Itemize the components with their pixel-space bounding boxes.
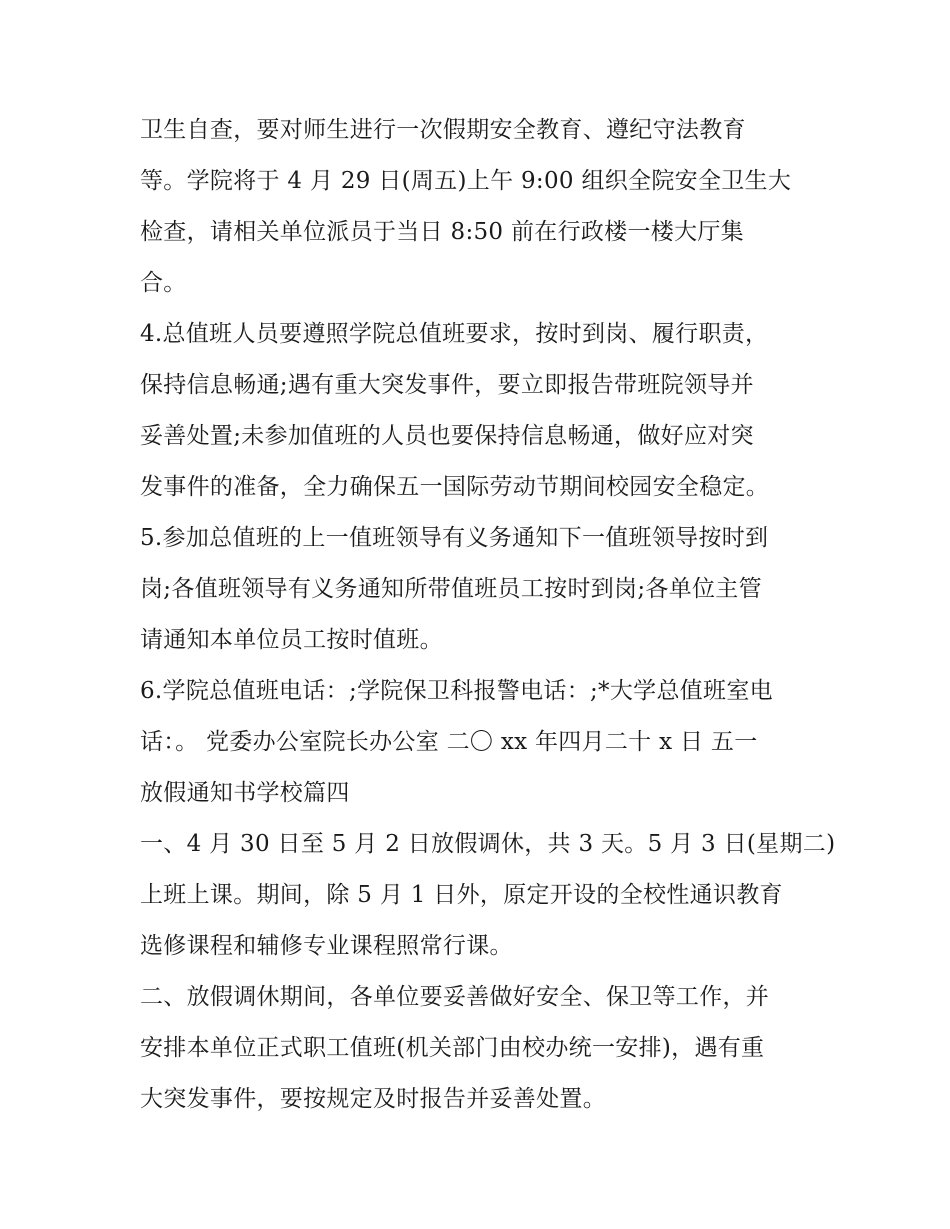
text-line: 卫生自查，要对师生进行一次假期安全教育、遵纪守法教育 (140, 117, 746, 143)
text-line: 二、放假调休期间，各单位要妥善做好安全、保卫等工作，并 (140, 984, 770, 1010)
text-line: 上班上课。期间，除 5 月 1 日外，原定开设的全校性通识教育 (140, 882, 783, 908)
text-line: 4.总值班人员要遵照学院总值班要求，按时到岗、履行职责， (140, 321, 769, 347)
text-line: 检查，请相关单位派员于当日 8:50 前在行政楼一楼大厅集 (140, 219, 744, 245)
text-line: 5.参加总值班的上一值班领导有义务通知下一值班领导按时到 (140, 525, 769, 551)
text-line: 安排本单位正式职工值班(机关部门由校办统一安排)，遇有重 (140, 1035, 765, 1061)
text-line: 一、4 月 30 日至 5 月 2 日放假调休，共 3 天。5 月 3 日(星期二) (140, 831, 836, 857)
text-line: 妥善处置;未参加值班的人员也要保持信息畅通，做好应对突 (140, 423, 754, 449)
text-line: 合。 (140, 270, 187, 296)
text-line: 岗;各值班领导有义务通知所带值班员工按时到岗;各单位主管 (140, 576, 762, 602)
text-line: 等。学院将于 4 月 29 日(周五)上午 9:00 组织全院安全卫生大 (140, 168, 792, 194)
text-line: 发事件的准备，全力确保五一国际劳动节期间校园安全稳定。 (140, 474, 770, 500)
text-line: 请通知本单位员工按时值班。 (140, 627, 443, 653)
text-line: 选修课程和辅修专业课程照常行课。 (140, 933, 513, 959)
text-line: 保持信息畅通;遇有重大突发事件，要立即报告带班院领导并 (140, 372, 754, 398)
text-line: 放假通知书学校篇四 (140, 780, 350, 806)
text-line: 话：。 党委办公室院长办公室 二〇 xx 年四月二十 x 日 五一 (140, 729, 758, 755)
text-line: 大突发事件，要按规定及时报告并妥善处置。 (140, 1086, 606, 1112)
text-line: 6.学院总值班电话：;学院保卫科报警电话：;*大学总值班室电 (140, 678, 773, 704)
